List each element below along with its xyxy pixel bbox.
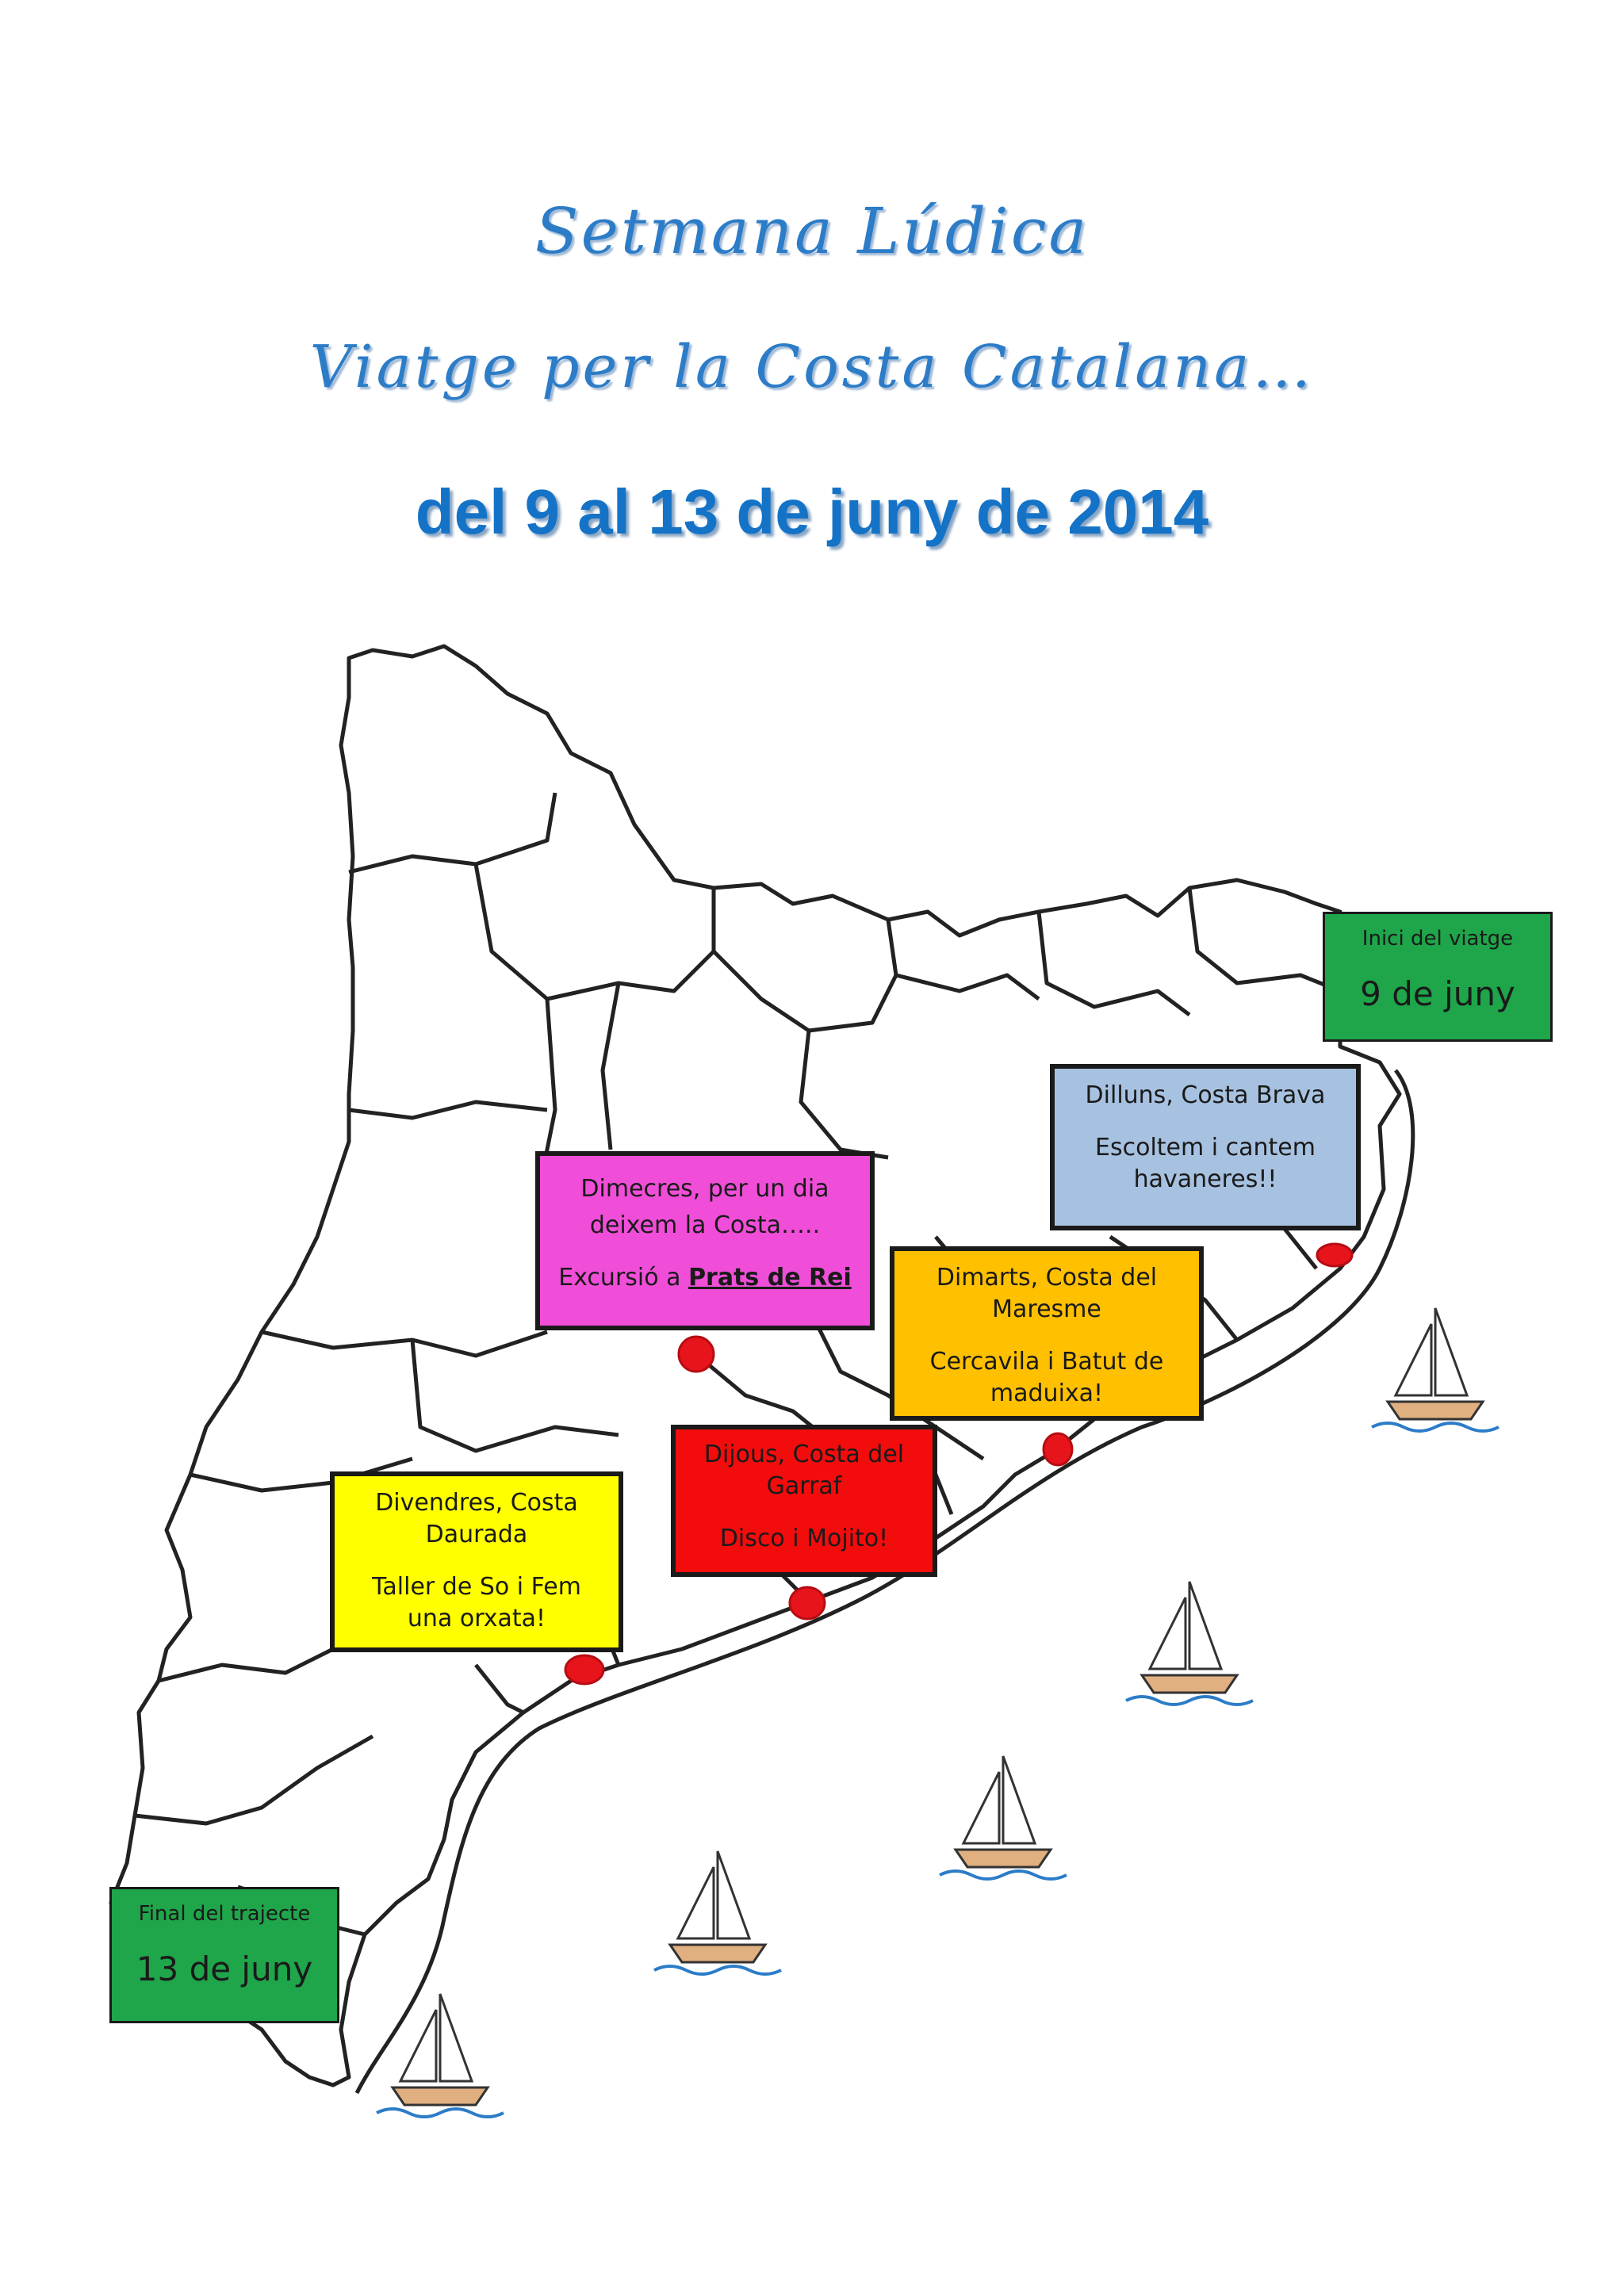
marker-costa-brava bbox=[1317, 1244, 1352, 1266]
page-title: Setmana Lúdica bbox=[534, 194, 1090, 268]
thursday-heading-1: Dijous, Costa del bbox=[703, 1441, 905, 1468]
friday-activity-2: una orxata! bbox=[407, 1605, 546, 1632]
thursday-activity: Disco i Mojito! bbox=[719, 1525, 889, 1552]
monday-activity-2: havaneres!! bbox=[1133, 1165, 1277, 1193]
thursday-box bbox=[671, 1425, 937, 1577]
tuesday-activity-2: maduixa! bbox=[990, 1380, 1104, 1407]
monday-activity-1: Escoltem i cantem bbox=[1095, 1134, 1316, 1161]
page-subtitle: Viatge per la Costa Catalana… bbox=[309, 333, 1315, 401]
sailboat-icon bbox=[1372, 1308, 1499, 1431]
friday-heading-1: Divendres, Costa bbox=[375, 1489, 578, 1517]
marker-daurada bbox=[565, 1655, 603, 1684]
wednesday-activity-prefix: Excursió a bbox=[558, 1264, 681, 1292]
sailboat-icon bbox=[1126, 1582, 1253, 1705]
start-box bbox=[1323, 912, 1553, 1042]
wednesday-box bbox=[535, 1151, 875, 1330]
start-date: 9 de juny bbox=[1360, 974, 1515, 1013]
sailboat-icon bbox=[377, 1994, 504, 2117]
start-label: Inici del viatge bbox=[1362, 927, 1514, 951]
monday-box bbox=[1050, 1064, 1361, 1230]
map-outline bbox=[111, 646, 1400, 2085]
date-range: del 9 al 13 de juny de 2014 bbox=[415, 476, 1209, 547]
end-date: 13 de juny bbox=[136, 1950, 313, 1988]
marker-prats-de-rei bbox=[679, 1337, 714, 1372]
tuesday-activity-1: Cercavila i Batut de bbox=[929, 1348, 1164, 1376]
monday-heading: Dilluns, Costa Brava bbox=[1085, 1081, 1326, 1109]
thursday-heading-2: Garraf bbox=[766, 1472, 842, 1500]
wednesday-place: Prats de Rei bbox=[688, 1264, 852, 1292]
marker-garraf bbox=[790, 1587, 825, 1619]
sailboat-icon bbox=[940, 1756, 1067, 1879]
tuesday-heading-1: Dimarts, Costa del bbox=[936, 1264, 1158, 1292]
end-box bbox=[109, 1887, 339, 2023]
end-label: Final del trajecte bbox=[138, 1902, 311, 1926]
marker-maresme bbox=[1044, 1433, 1072, 1465]
friday-box bbox=[330, 1471, 623, 1652]
wednesday-heading-2: deixem la Costa….. bbox=[589, 1211, 821, 1239]
friday-heading-2: Daurada bbox=[425, 1521, 528, 1548]
sailboat-icon bbox=[654, 1851, 781, 1974]
friday-activity-1: Taller de So i Fem bbox=[372, 1573, 581, 1601]
tuesday-heading-2: Maresme bbox=[992, 1295, 1101, 1323]
tuesday-box bbox=[890, 1246, 1204, 1421]
wednesday-heading-1: Dimecres, per un dia bbox=[580, 1175, 829, 1203]
